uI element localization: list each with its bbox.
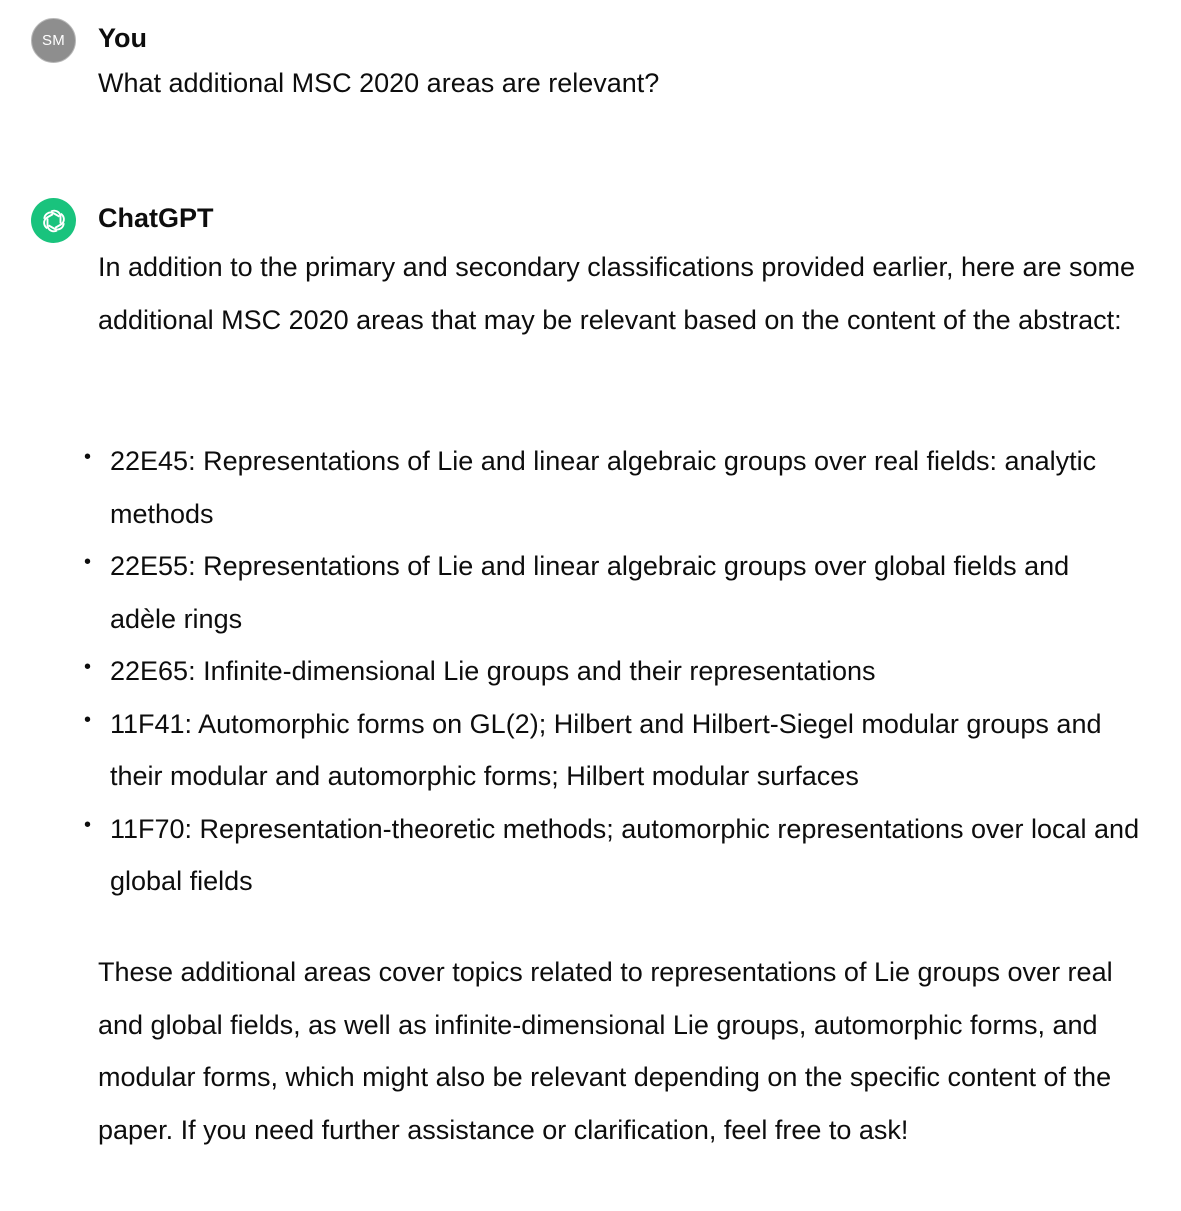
list-item — [0, 645, 1140, 698]
list-item-text: 11F70: Representation-theoretic methods; automorphic representations over local and global fields — [110, 813, 1140, 896]
list-item-text: 22E65: Infinite-dimensional Lie groups and their representations — [110, 656, 876, 686]
list-item-text: 22E55: Representations of Lie and linear algebraic groups over global fields and adèle rings — [110, 551, 1070, 634]
list-item — [0, 540, 1140, 645]
assistant-author-name: ChatGPT — [98, 203, 214, 233]
user-avatar-initials: SM — [41, 32, 66, 49]
user-author-name: You — [98, 23, 147, 53]
assistant-outro — [98, 946, 1148, 1156]
list-item — [0, 698, 1140, 803]
bullet-icon: • — [84, 708, 92, 731]
bullet-icon: • — [84, 656, 92, 678]
assistant-outro-text: These additional areas cover topics related to representations of Lie groups over real and global fields, as well as infinite-dimensional Lie groups, automorphic forms, and modular forms, which might also be relevant depending on the specific content of the paper. If you need further assistance or clarification, feel free to ask! — [98, 957, 1113, 1145]
bullet-icon: • — [84, 551, 92, 573]
list-item-text: 11F41: Automorphic forms on GL(2); Hilbert and Hilbert-Siegel modular groups and their modular and automorphic forms; Hilbert modular surfaces — [110, 708, 1102, 791]
list-item — [0, 803, 1140, 908]
assistant-avatar — [31, 198, 76, 243]
bullet-icon: • — [84, 446, 92, 468]
openai-logo-icon — [39, 206, 69, 236]
user-message-text: What additional MSC 2020 areas are relevant? — [98, 68, 660, 98]
user-avatar — [31, 18, 76, 63]
list-item-text: 22E45: Representations of Lie and linear algebraic groups over real fields: analytic methods — [110, 446, 1097, 529]
assistant-intro — [98, 241, 1148, 346]
list-item — [0, 435, 1140, 540]
bullet-icon: • — [84, 813, 92, 836]
assistant-intro-text: In addition to the primary and secondary classifications provided earlier, here are some additional MSC 2020 areas that may be relevant based on the content of the abstract: — [98, 252, 1136, 335]
msc-areas-list — [0, 435, 1181, 908]
